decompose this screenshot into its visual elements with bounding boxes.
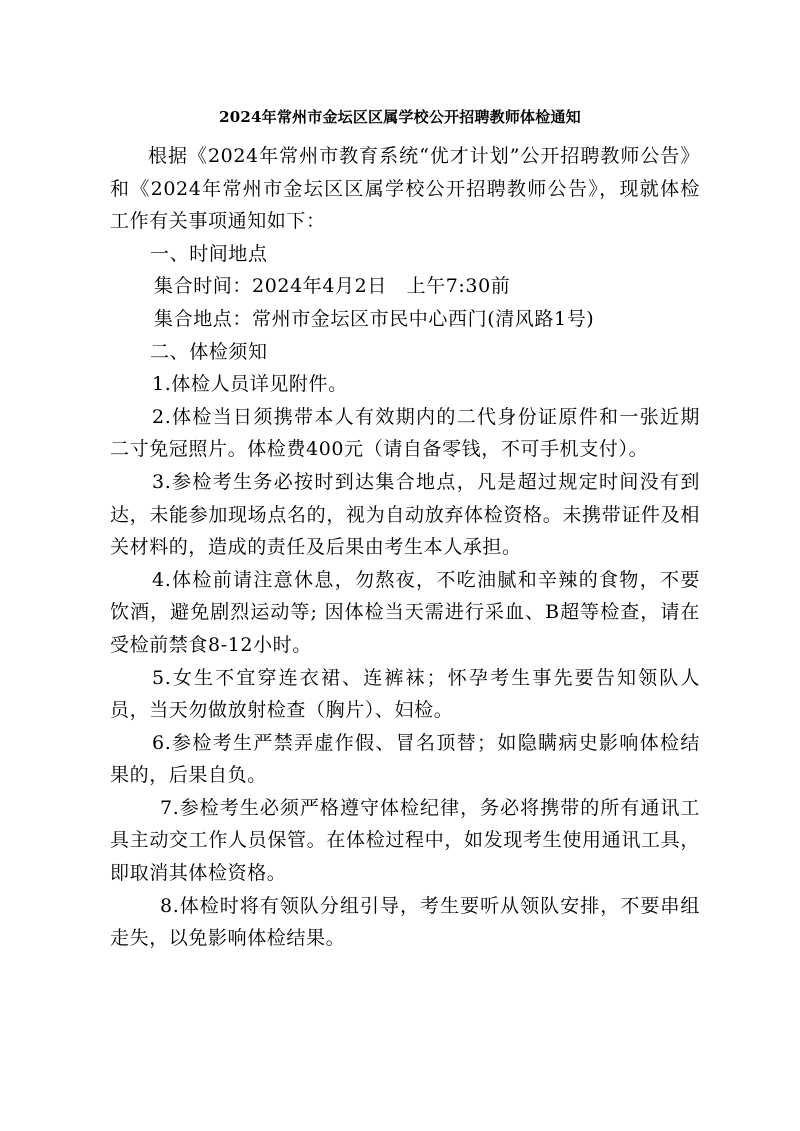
notice-item-1: 1.体检人员详见附件。 (152, 373, 348, 396)
document-title: 2024年常州市金坛区区属学校公开招聘教师体检通知 (219, 108, 581, 126)
notice-item-2: 2.体检当日须携带本人有效期内的二代身份证原件和一张近期二寸免冠照片。体检费400元（请自备零钱，不可手机支付）。 (110, 405, 700, 461)
notice-item-8: 8.体检时将有领队分组引导，考生要听从领队安排，不要串组走失，以免影响体检结果。 (110, 894, 700, 950)
notice-item-7: 7.参检考生必须严格遵守体检纪律，务必将携带的所有通讯工具主动交工作人员保管。在体检过程中，如发现考生使用通讯工具，即取消其体检资格。 (110, 796, 700, 885)
notice-item-3: 3.参检考生务必按时到达集合地点，凡是超过规定时间没有到达，未能参加现场点名的，视为自动放弃体检资格。未携带证件及相关材料的，造成的责任及后果由考生本人承担。 (110, 470, 700, 559)
document-body (110, 140, 700, 955)
notice-item-4: 4.体检前请注意休息，勿熬夜，不吃油腻和辛辣的食物，不要饮酒，避免剧烈运动等; 因体检当天需进行采血、B超等检查，请在受检前禁食8-12小时。 (110, 568, 700, 656)
notice-item-6: 6.参检考生严禁弄虚作假、冒名顶替；如隐瞒病史影响体检结果的，后果自负。 (110, 731, 700, 787)
intro-paragraph: 根据《2024年常州市教育系统“优才计划”公开招聘教师公告》和《2024年常州市金坛区区属学校公开招聘教师公告》，现就体检工作有关事项通知如下： (110, 145, 700, 233)
notice-item-5: 5.女生不宜穿连衣裙、连裤袜；怀孕考生事先要告知领队人员，当天勿做放射检查（胸片）、妇检。 (110, 666, 700, 722)
section-heading-notes: 二、体检须知 (150, 340, 268, 363)
section-heading-time-place: 一、时间地点 (150, 242, 268, 265)
assembly-place: 集合地点：常州市金坛区市民中心西门(清风路1号) (154, 307, 595, 330)
assembly-time: 集合时间：2024年4月2日 上午7:30前 (154, 275, 511, 298)
